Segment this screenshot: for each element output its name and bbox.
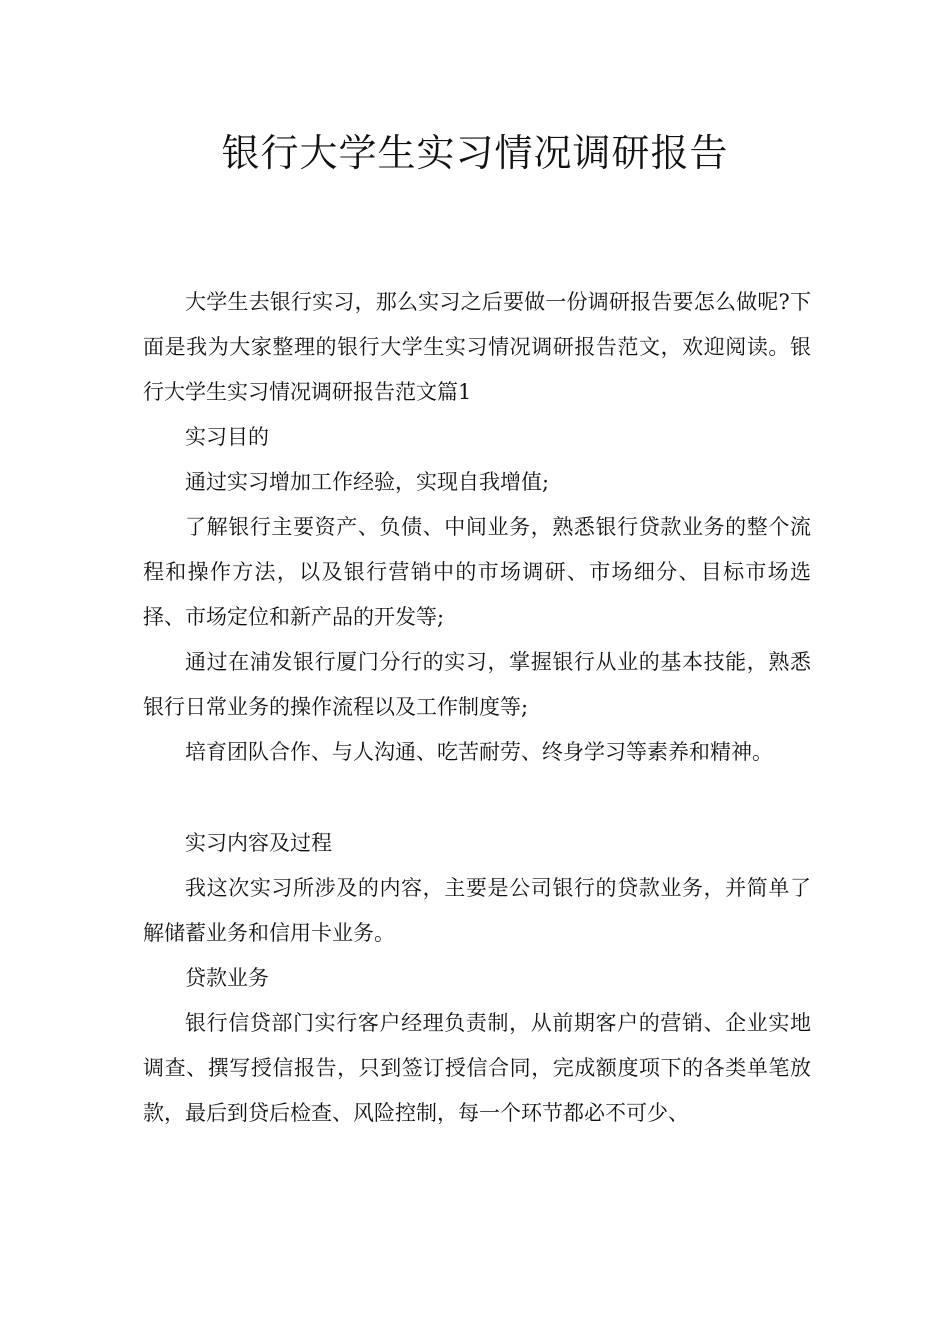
purpose-item-4: 培育团队合作、与人沟通、吃苦耐劳、终身学习等素养和精神。 (185, 740, 773, 764)
content-paragraph: 我这次实习所涉及的内容，主要是公司银行的贷款业务，并简单了解储蓄业务和信用卡业务。 (143, 876, 811, 945)
purpose-item-3: 通过在浦发银行厦门分行的实习，掌握银行从业的基本技能，熟悉银行日常业务的操作流程以及工作制度等; (143, 650, 811, 719)
section-spacer (143, 775, 811, 821)
section-heading-loans: 贷款业务 (185, 966, 269, 990)
purpose-item-1: 通过实习增加工作经验，实现自我增值; (185, 470, 550, 494)
document-title: 银行大学生实习情况调研报告 (221, 131, 729, 175)
section-heading-content: 实习内容及过程 (185, 831, 332, 855)
section-heading-purpose: 实习目的 (185, 425, 269, 449)
loans-paragraph: 银行信贷部门实行客户经理负责制，从前期客户的营销、企业实地调查、撰写授信报告，只到签订授信合同，完成额度项下的各类单笔放款，最后到贷后检查、风险控制，每一个环节都必不可少、 (143, 1011, 811, 1125)
document-body (143, 280, 811, 1136)
purpose-item-2: 了解银行主要资产、负债、中间业务，熟悉银行贷款业务的整个流程和操作方法，以及银行营销中的市场调研、市场细分、目标市场选择、市场定位和新产品的开发等; (143, 515, 811, 629)
intro-paragraph: 大学生去银行实习，那么实习之后要做一份调研报告要怎么做呢?下面是我为大家整理的银行大学生实习情况调研报告范文，欢迎阅读。银行大学生实习情况调研报告范文篇1 (143, 290, 811, 404)
